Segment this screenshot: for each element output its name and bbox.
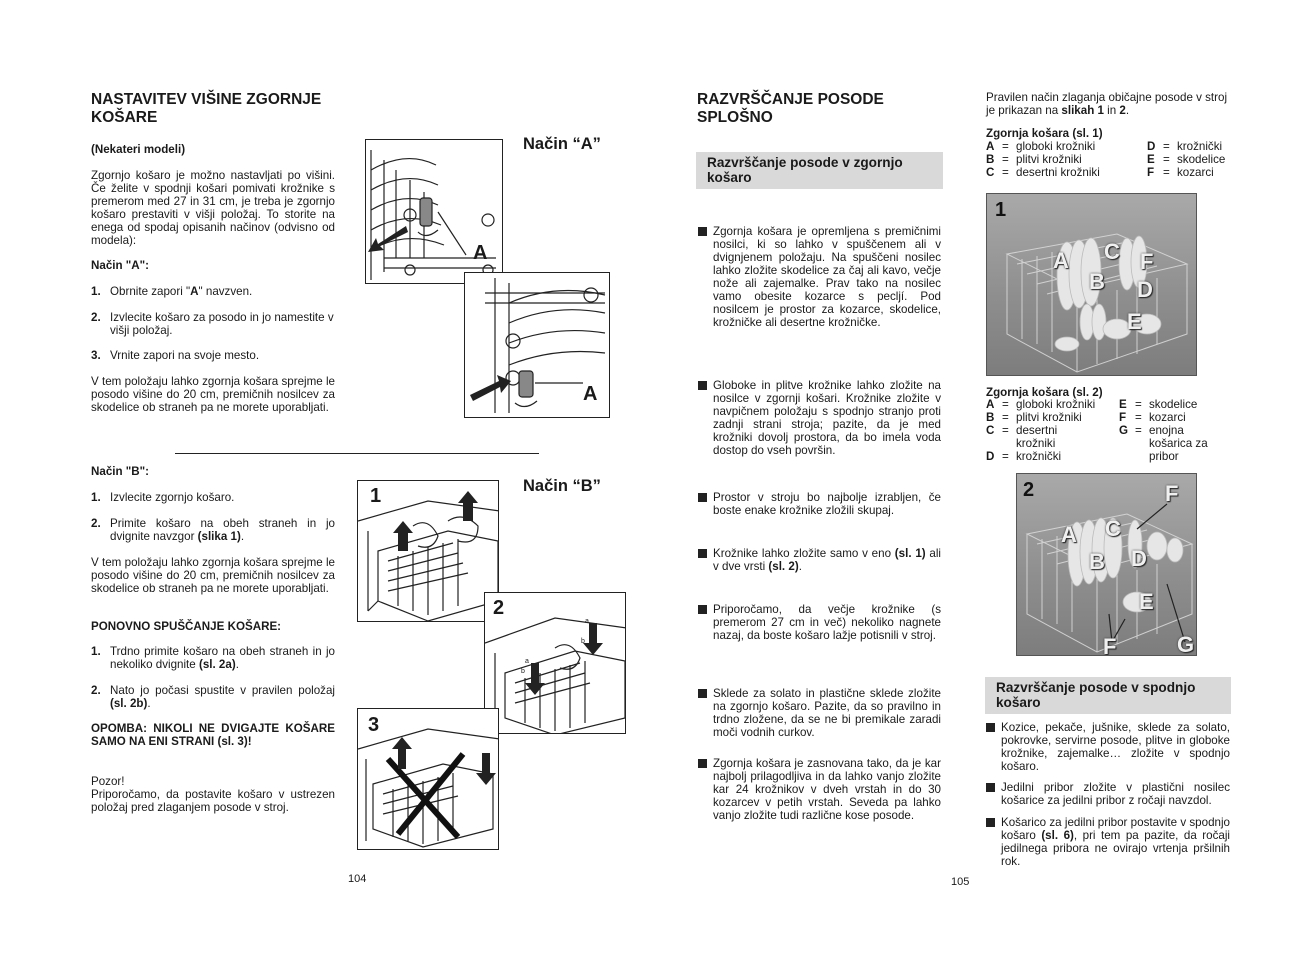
photo-1-label-d: D (1137, 277, 1153, 302)
step-number: 2. (91, 517, 101, 530)
lowering-basket-illustration (485, 593, 626, 734)
lowering-steps (91, 645, 335, 710)
section-heading-line-2: košaro (996, 695, 1041, 710)
photo-1-label-a: A (1053, 248, 1069, 273)
figure-number-1: 1 (370, 485, 382, 507)
step-bold: (sl. 2a) (198, 658, 236, 671)
title-line-2: KOŠARE (91, 109, 158, 126)
photo-1-label-b: B (1089, 269, 1105, 294)
step-text: Primite košaro na obeh straneh in jo dvignite navzgor (110, 517, 335, 543)
legend-1-left: A = globoki krožniki B = plitvi krožniki C = desertni krožniki (986, 140, 1100, 179)
step-text: Izvlecite zgornjo košaro. (110, 491, 235, 504)
method-b-label: Način "B": (91, 465, 150, 478)
wrong-lifting-illustration (358, 709, 499, 850)
bullet-3 (698, 491, 941, 517)
method-b-steps (91, 491, 335, 543)
method-a-label: Način "A": (91, 259, 150, 272)
bullet-square-icon (698, 493, 707, 502)
figure-2-label-a: a (525, 658, 529, 665)
lower-bullet-3 (986, 816, 1230, 868)
legend-1-title: Zgornja košara (sl. 1) (986, 127, 1103, 140)
page-number-right: 105 (951, 876, 970, 888)
bullet-6 (698, 687, 941, 739)
step-bold: (sl. 2b) (110, 697, 148, 710)
step-bold: (slika 1) (197, 530, 241, 543)
bullet-text: Sklede za solato in plastične sklede zložite na zgornjo košaro. Pazite, da so pravilno in trdno zložene, da se ne bi premikale zaradi moči vodnih curkov. (713, 687, 941, 739)
step-number: 3. (91, 349, 101, 362)
step-bold: A (190, 285, 199, 298)
photo-upper-basket-2 (1016, 473, 1197, 656)
figure-2-label-b: b (521, 668, 525, 675)
step-text: Nato jo počasi spustite v pravilen položaj (110, 684, 335, 697)
bullet-1 (698, 225, 941, 329)
bullet-tail: . (798, 560, 802, 573)
lower-bullet-2 (986, 781, 1230, 807)
photo-2-label-e: E (1139, 589, 1154, 614)
method-a-steps (91, 285, 335, 362)
section-heading-line-1: Razvrščanje posode v zgornjo (707, 155, 903, 170)
divider (175, 453, 539, 454)
photo-2-label-a: A (1061, 522, 1077, 547)
bullet-text: Kozice, pekače, jušnike, sklede za solato, pokrovke, servirne posode, plitve in globoke krožnike, zajemalke… zložite v spodnjo košaro. (1001, 721, 1230, 773)
caution-text: Priporočamo, da postavite košaro v ustrezen položaj pred zlaganjem posode v stroj. (91, 788, 335, 814)
bullet-5 (698, 603, 941, 642)
bullet-text: Zgornja košara je opremljena s premičnimi nosilci, ki so lahko v spuščenem ali v dvignjenem položaju. Na spuščeni nosilec lahko zložite skodelice za čaj ali kavo, večje nože ali zajemalke. Prav tako na nosilec vamo obesite kozarce s pecljí. Pod nosilcem je prostor za kozarce, skodelice, krožničke ali desertne krožničke. (713, 225, 941, 329)
page-number-left: 104 (348, 873, 367, 885)
title-line-1: RAZVRŠČANJE POSODE (697, 91, 884, 108)
lowering-title: PONOVNO SPUŠČANJE KOŠARE: (91, 620, 282, 633)
method-b-step-2 (91, 517, 335, 543)
method-a-step-2 (91, 311, 335, 337)
bullet-square-icon (986, 723, 995, 732)
intro-paragraph: Zgornjo košaro je možno nastavljati po višini. Če želite v spodnji košari pomivati krožnike s premerom med 27 in 31 cm, je treba je zgornjo košaro prestaviti v višji položaj. To storite na enega od spodaj opisanih načinov (odvisno od modela): (91, 169, 335, 247)
step-tail: . (235, 658, 239, 671)
bullet-text: Prostor v stroju bo najbolje izrabljen, če boste enake krožnike zložili skupaj. (713, 491, 941, 517)
lowering-step-2 (91, 684, 335, 710)
method-b-figure-label: Način “B” (523, 477, 601, 495)
figure-2-label-a-right: a (585, 618, 589, 625)
legend-2-left: A = globoki krožniki B = plitvi krožniki C = desertni krožniki D = krožnički (986, 398, 1096, 463)
bullet-square-icon (986, 783, 995, 792)
caution-heading: Pozor! (91, 775, 125, 788)
step-text: Izvlecite košaro za posodo in jo namestite v višji položaj. (110, 311, 334, 337)
method-a-note: V tem položaju lahko zgornja košara sprejme le posodo višine do 20 cm, premičnih nosilcev za skodelice ob straneh pa ne morete uporabljati. (91, 375, 335, 414)
figure-letter-a-1: A (473, 242, 488, 264)
bullet-bold-2: (sl. 2) (768, 560, 799, 573)
title-line-1: NASTAVITEV VIŠINE ZGORNJE (91, 91, 322, 108)
figure-2-lowering (484, 592, 626, 734)
bullet-text (713, 547, 941, 573)
step-text: Obrnite zapori " (110, 285, 191, 298)
bullet-square-icon (698, 605, 707, 614)
bullet-bold: (sl. 6) (1041, 829, 1074, 842)
photo-2-label-d: D (1131, 546, 1147, 571)
method-a-step-3 (91, 349, 335, 362)
bullet-text: Priporočamo, da večje krožnike (s premerom 27 cm in več) nekoliko nagnete nazaj, da boste košaro lažje potisnili v stroj. (713, 603, 941, 642)
legend-1-right: D = krožnički E = skodelice F = kozarci (1147, 140, 1226, 179)
page-title-left (91, 91, 351, 127)
step-number: 2. (91, 684, 101, 697)
step-number: 2. (91, 311, 101, 324)
bullet-text-part-1: Krožnike lahko zložite samo v eno (713, 547, 895, 560)
photo-1-label-e: E (1127, 309, 1142, 334)
photo-upper-basket-1 (986, 193, 1197, 376)
bullet-square-icon (698, 549, 707, 558)
caution (91, 775, 335, 814)
section-heading-line-1: Razvrščanje posode v spodnjo (996, 680, 1196, 695)
bullet-bold-1: (sl. 1) (894, 547, 926, 560)
bullet-4 (698, 547, 941, 573)
legend-2-right: E = skodelice F = kozarci G = enojna košarica za pribor (1119, 398, 1208, 463)
figure-number-2: 2 (493, 597, 505, 619)
intro-text: Pravilen način zlaganja običajne posode v stroj je prikazan na (986, 91, 1228, 117)
photo-1-label-f: F (1140, 249, 1154, 274)
section-heading-line-2: košaro (707, 170, 752, 185)
bullet-square-icon (986, 818, 995, 827)
lowering-step-1 (91, 645, 335, 671)
figure-2-label-b-right: b (581, 638, 585, 645)
step-number: 1. (91, 645, 101, 658)
bullet-square-icon (698, 689, 707, 698)
bullet-square-icon (698, 759, 707, 768)
photo-1-label-c: C (1104, 239, 1120, 264)
intro-bold-1: slikah 1 (1061, 104, 1104, 117)
step-text: Trdno primite košaro na obeh straneh in jo nekoliko dvignite (110, 645, 335, 671)
subtitle: (Nekateri modeli) (91, 143, 186, 156)
step-tail: . (240, 530, 245, 543)
bullet-text: Globoke in plitve krožnike lahko zložite na nosilce v zgornji košari. Krožnike zložite v navpičnem položaju s spodnjo stranjo proti zadnji strani stroja; pazite, da je med krožniki dovolj prostora, da bo imela voda dostop do vseh površin. (713, 379, 941, 457)
figure-letter-a-2: A (583, 383, 598, 405)
step-tail: . (147, 697, 151, 710)
bullet-7 (698, 757, 941, 822)
bullet-text: Zgornja košara je zasnovana tako, da je kar najbolj prilagodljiva in da lahko vanjo zložite kar 24 krožnikov v dveh vrstah in do 30 kozarcev v petih vrstah. Seveda pa lahko vanjo zložite tudi različne kose posode. (713, 757, 941, 822)
photo-2-label-g: G (1177, 632, 1195, 656)
photo-2-label-f-bottom: F (1103, 634, 1117, 656)
intro-bold-2: 2 (1119, 104, 1126, 117)
bullet-2 (698, 379, 941, 457)
intro-mid: in (1103, 104, 1120, 117)
method-a-figure-label: Način “A” (523, 135, 601, 153)
bullet-square-icon (698, 227, 707, 236)
title-line-2: SPLOŠNO (697, 109, 773, 126)
lower-bullet-1 (986, 721, 1230, 773)
step-tail: " navzven. (198, 285, 253, 298)
photo-2-number: 2 (1023, 479, 1035, 501)
photo-1-number: 1 (995, 199, 1007, 221)
photo-2-label-f-top: F (1165, 481, 1179, 506)
method-b-step-1 (91, 491, 335, 504)
intro-tail: . (1125, 104, 1130, 117)
figure-number-3: 3 (368, 714, 380, 736)
photo-2-label-c: C (1105, 516, 1121, 541)
method-a-step-1 (91, 285, 335, 298)
bullet-text-part-1: Košarico za jedilni pribor postavite v spodnjo košaro (1001, 816, 1230, 842)
section-upper-basket (696, 152, 943, 189)
bullet-tail: , pri tem pa pazite, da ročaji jedilnega pribora ne ovirajo vrtenja pršilnih rok. (1001, 829, 1231, 868)
method-b-note: V tem položaju lahko zgornja košara sprejme le posodo višine do 20 cm, premičnih nosilcev za skodelice ob straneh pa ne morete uporabljati. (91, 556, 335, 595)
bullet-text (1001, 816, 1230, 868)
bullet-text: Jedilni pribor zložite v plastični nosilec košarice za jedilni pribor z ročaji navzdol. (1001, 781, 1230, 807)
intro-col3 (986, 91, 1231, 117)
warning-note: OPOMBA: NIKOLI NE DVIGAJTE KOŠARE SAMO NA ENI STRANI (sl. 3)! (91, 722, 335, 748)
step-text: Vrnite zapori na svoje mesto. (110, 349, 260, 362)
page-title-right (697, 91, 937, 127)
step-number: 1. (91, 491, 101, 504)
step-number: 1. (91, 285, 101, 298)
bullet-text-part-2: ali v dve vrsti (713, 547, 941, 573)
section-lower-basket (985, 677, 1231, 714)
photo-2-label-b: B (1089, 549, 1105, 574)
legend-2-title: Zgornja košara (sl. 2) (986, 386, 1103, 399)
bullet-square-icon (698, 381, 707, 390)
